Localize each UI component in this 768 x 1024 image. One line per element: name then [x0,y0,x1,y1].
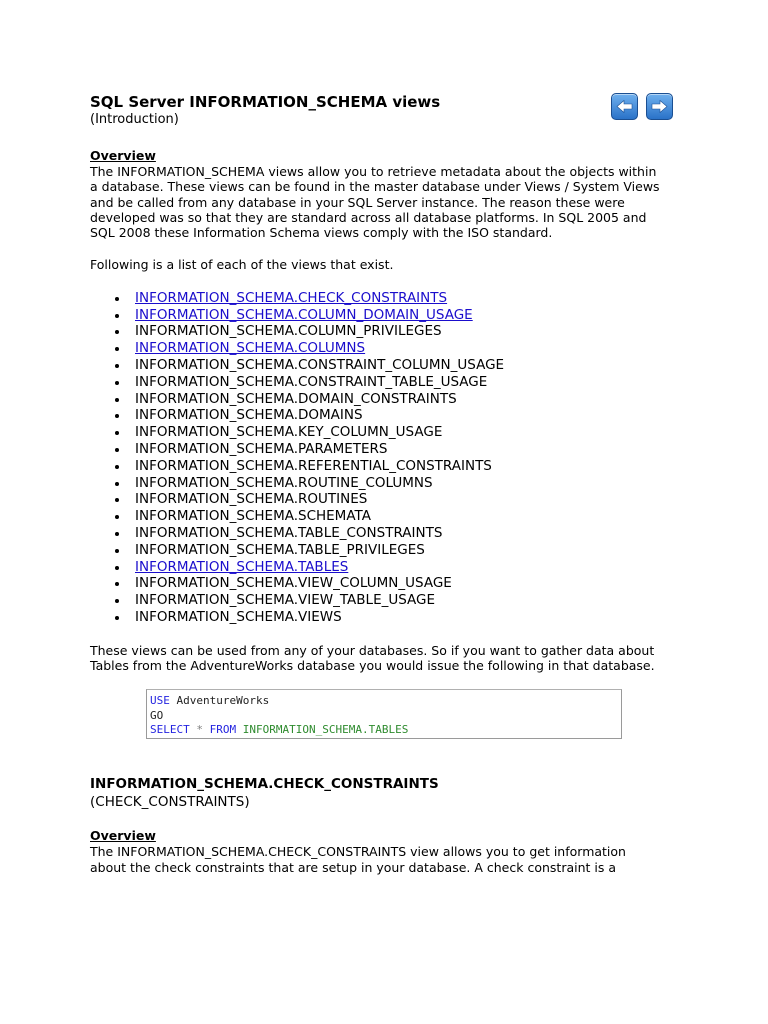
code-object: INFORMATION_SCHEMA.TABLES [236,723,409,737]
views-list-item [135,592,680,609]
code-line [150,709,621,724]
views-list-item [135,458,680,475]
section-line: The INFORMATION_SCHEMA.CHECK_CONSTRAINTS view allows you to get information [90,844,626,860]
view-label: INFORMATION_SCHEMA.ROUTINES [135,491,368,508]
views-list-item [135,424,680,441]
views-list-item [135,609,680,626]
views-list-item [135,491,680,508]
views-list-item [135,525,680,542]
code-text: AdventureWorks [169,694,270,708]
view-link[interactable]: INFORMATION_SCHEMA.TABLES [135,558,349,575]
code-operator: * [189,723,210,737]
code-text: GO [150,708,164,722]
views-list-item [135,441,680,458]
code-keyword: USE [150,694,170,708]
view-label: INFORMATION_SCHEMA.VIEW_TABLE_USAGE [135,592,436,609]
page-title: SQL Server INFORMATION_SCHEMA views [90,93,441,111]
code-keyword: SELECT [150,723,190,737]
views-list-item [135,575,680,592]
overview-line: The INFORMATION_SCHEMA views allow you to retrieve metadata about the objects within [90,164,657,179]
view-label: INFORMATION_SCHEMA.TABLE_CONSTRAINTS [135,524,443,541]
view-label: INFORMATION_SCHEMA.DOMAIN_CONSTRAINTS [135,390,457,407]
section-subtitle: (CHECK_CONSTRAINTS) [90,794,250,811]
usage-paragraph [90,643,680,674]
section-title: INFORMATION_SCHEMA.CHECK_CONSTRAINTS [90,776,439,793]
views-list-item [135,391,680,408]
code-sample [146,689,622,739]
view-label: INFORMATION_SCHEMA.ROUTINE_COLUMNS [135,474,433,491]
views-list-item [135,508,680,525]
view-link[interactable]: INFORMATION_SCHEMA.COLUMN_DOMAIN_USAGE [135,306,473,323]
view-link[interactable]: INFORMATION_SCHEMA.COLUMNS [135,340,366,357]
code-keyword: FROM [209,723,237,737]
view-label: INFORMATION_SCHEMA.CONSTRAINT_COLUMN_USAGE [135,356,505,373]
usage-line: These views can be used from any of your databases. So if you want to gather data about [90,642,655,658]
code-line [150,723,621,738]
view-label: INFORMATION_SCHEMA.PARAMETERS [135,440,388,457]
views-list-item [135,357,680,374]
page-subtitle: (Introduction) [90,112,179,127]
view-label: INFORMATION_SCHEMA.CONSTRAINT_TABLE_USAGE [135,373,488,390]
views-list-item[interactable] [135,290,680,307]
views-list-item [135,407,680,424]
view-label: INFORMATION_SCHEMA.TABLE_PRIVILEGES [135,541,425,558]
overview-line: developed was so that they are standard across all database platforms. In SQL 2005 and [90,209,647,225]
view-label: INFORMATION_SCHEMA.DOMAINS [135,407,363,424]
overview-paragraph [90,164,680,240]
view-label: INFORMATION_SCHEMA.KEY_COLUMN_USAGE [135,424,443,441]
view-label: INFORMATION_SCHEMA.REFERENTIAL_CONSTRAINTS [135,457,492,474]
view-label: INFORMATION_SCHEMA.VIEWS [135,608,342,625]
view-label: INFORMATION_SCHEMA.SCHEMATA [135,508,371,525]
list-intro: Following is a list of each of the views that exist. [90,257,394,273]
views-list [90,290,680,626]
section-line: about the check constraints that are setup in your database. A check constraint is a [90,859,617,875]
code-line [150,694,621,709]
views-list-item [135,323,680,340]
views-list-item[interactable] [135,340,680,357]
overview-line: SQL 2008 these Information Schema views comply with the ISO standard. [90,225,553,241]
view-label: INFORMATION_SCHEMA.VIEW_COLUMN_USAGE [135,575,452,592]
views-list-item[interactable] [135,559,680,576]
overview-line: a database. These views can be found in the master database under Views / System Views [90,179,660,195]
views-list-item [135,475,680,492]
usage-line: Tables from the AdventureWorks database you would issue the following in that database. [90,658,655,674]
views-list-item [135,374,680,391]
overview-heading: Overview [90,148,156,163]
views-list-item [135,542,680,559]
document-page [90,92,680,875]
section-overview-heading: Overview [90,828,156,844]
overview-line: and be called from any database in your SQL Server instance. The reason these were [90,194,625,210]
view-label: INFORMATION_SCHEMA.COLUMN_PRIVILEGES [135,323,442,340]
view-link[interactable]: INFORMATION_SCHEMA.CHECK_CONSTRAINTS [135,289,448,306]
views-list-item[interactable] [135,307,680,324]
